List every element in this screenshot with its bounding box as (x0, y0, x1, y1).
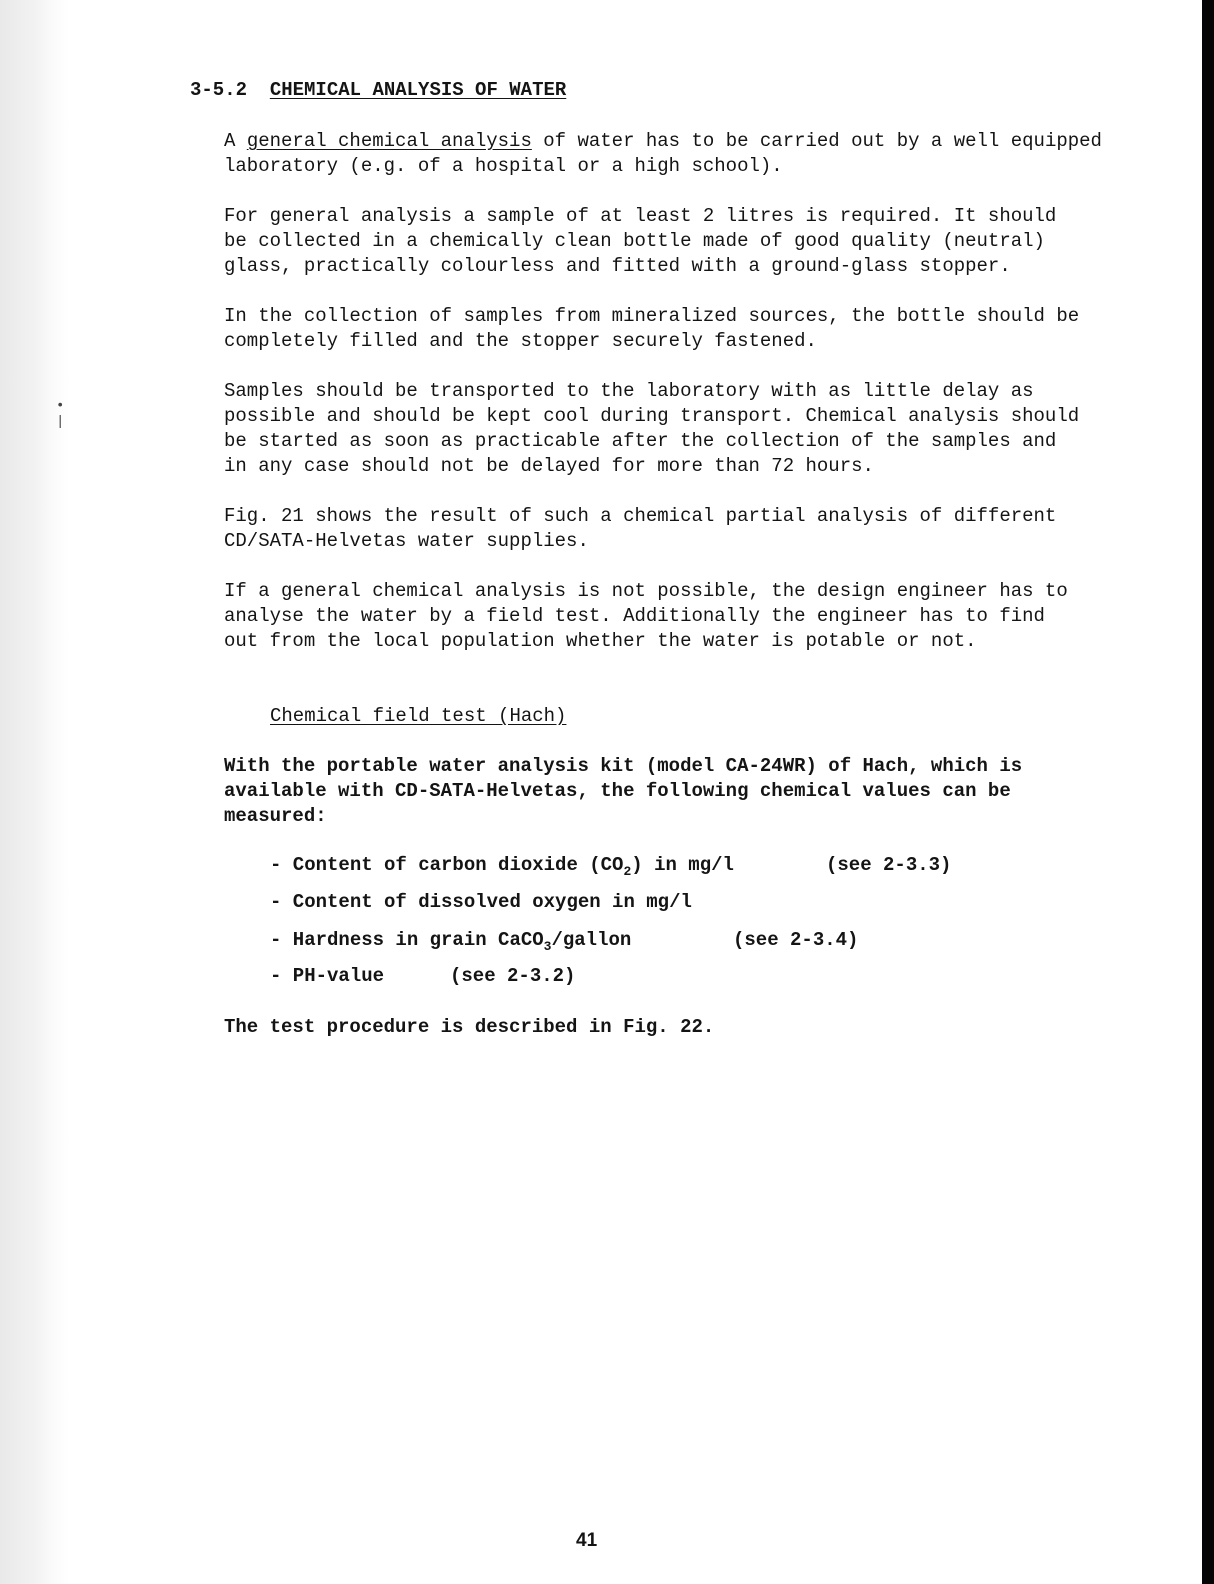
paragraph-line: be collected in a chemically clean bottle made of good quality (neutral) (224, 230, 1045, 252)
paragraph-line: For general analysis a sample of at least 2 litres is required. It should (224, 205, 1057, 227)
scan-edge-shadow (0, 0, 70, 1584)
measurement-item-co2: - Content of carbon dioxide $(CO_2)$ in mg/l (270, 854, 734, 879)
measurement-item-hardness: - Hardness in grain CaCO$_3$/gallon (270, 929, 632, 954)
measurement-ref-co2: (see 2-3.3) (826, 854, 952, 876)
paragraph-line: laboratory (e.g. of a hospital or a high school). (224, 155, 783, 177)
paragraph-line: in any case should not be delayed for more than 72 hours. (224, 455, 874, 477)
general-chemical-analysis-term: general chemical analysis (246, 130, 532, 152)
measurement-item-oxygen: - Content of dissolved oxygen in mg/l (270, 891, 692, 913)
section-heading (190, 78, 566, 103)
section-title: CHEMICAL ANALYSIS OF WATER (269, 79, 567, 101)
paragraph-line: be started as soon as practicable after the collection of the samples and (224, 430, 1057, 452)
paragraph-line: Samples should be transported to the laboratory with as little delay as (224, 380, 1034, 402)
paragraph-line: In the collection of samples from mineralized sources, the bottle should be (224, 305, 1080, 327)
paragraph-line: out from the local population whether the water is potable or not. (224, 630, 977, 652)
paragraph-line: A general chemical analysis of water has to be carried out by a well equipped (224, 130, 1102, 152)
section-number: 3-5.2 (190, 79, 248, 101)
paragraph-line: CD/SATA-Helvetas water supplies. (224, 530, 589, 552)
paragraph-line: With the portable water analysis kit (model CA-24WR) of Hach, which is (224, 755, 1023, 777)
page-number: 41 (576, 1530, 598, 1551)
margin-mark: • (56, 398, 65, 414)
paragraph-line: glass, practically colourless and fitted with a ground-glass stopper. (224, 255, 1011, 277)
margin-mark: | (56, 414, 65, 430)
paragraph-line: possible and should be kept cool during transport. Chemical analysis should (224, 405, 1080, 427)
paragraph-line: completely filled and the stopper securely fastened. (224, 330, 817, 352)
measurement-ref-hardness: (see 2-3.4) (733, 929, 859, 951)
paragraph-line: analyse the water by a field test. Additionally the engineer has to find (224, 605, 1045, 627)
paragraph-line: If a general chemical analysis is not possible, the design engineer has to (224, 580, 1068, 602)
measurement-item-ph: - PH-value (270, 965, 385, 987)
paragraph-line: measured: (224, 805, 327, 827)
paragraph-line: available with CD-SATA-Helvetas, the following chemical values can be (224, 780, 1011, 802)
subsection-heading: Chemical field test (Hach) (270, 705, 567, 727)
paragraph-line: Fig. 21 shows the result of such a chemical partial analysis of different (224, 505, 1057, 527)
scan-right-border (1202, 0, 1214, 1584)
measurement-ref-ph: (see 2-3.2) (450, 965, 576, 987)
closing-sentence: The test procedure is described in Fig. 22. (224, 1016, 715, 1038)
